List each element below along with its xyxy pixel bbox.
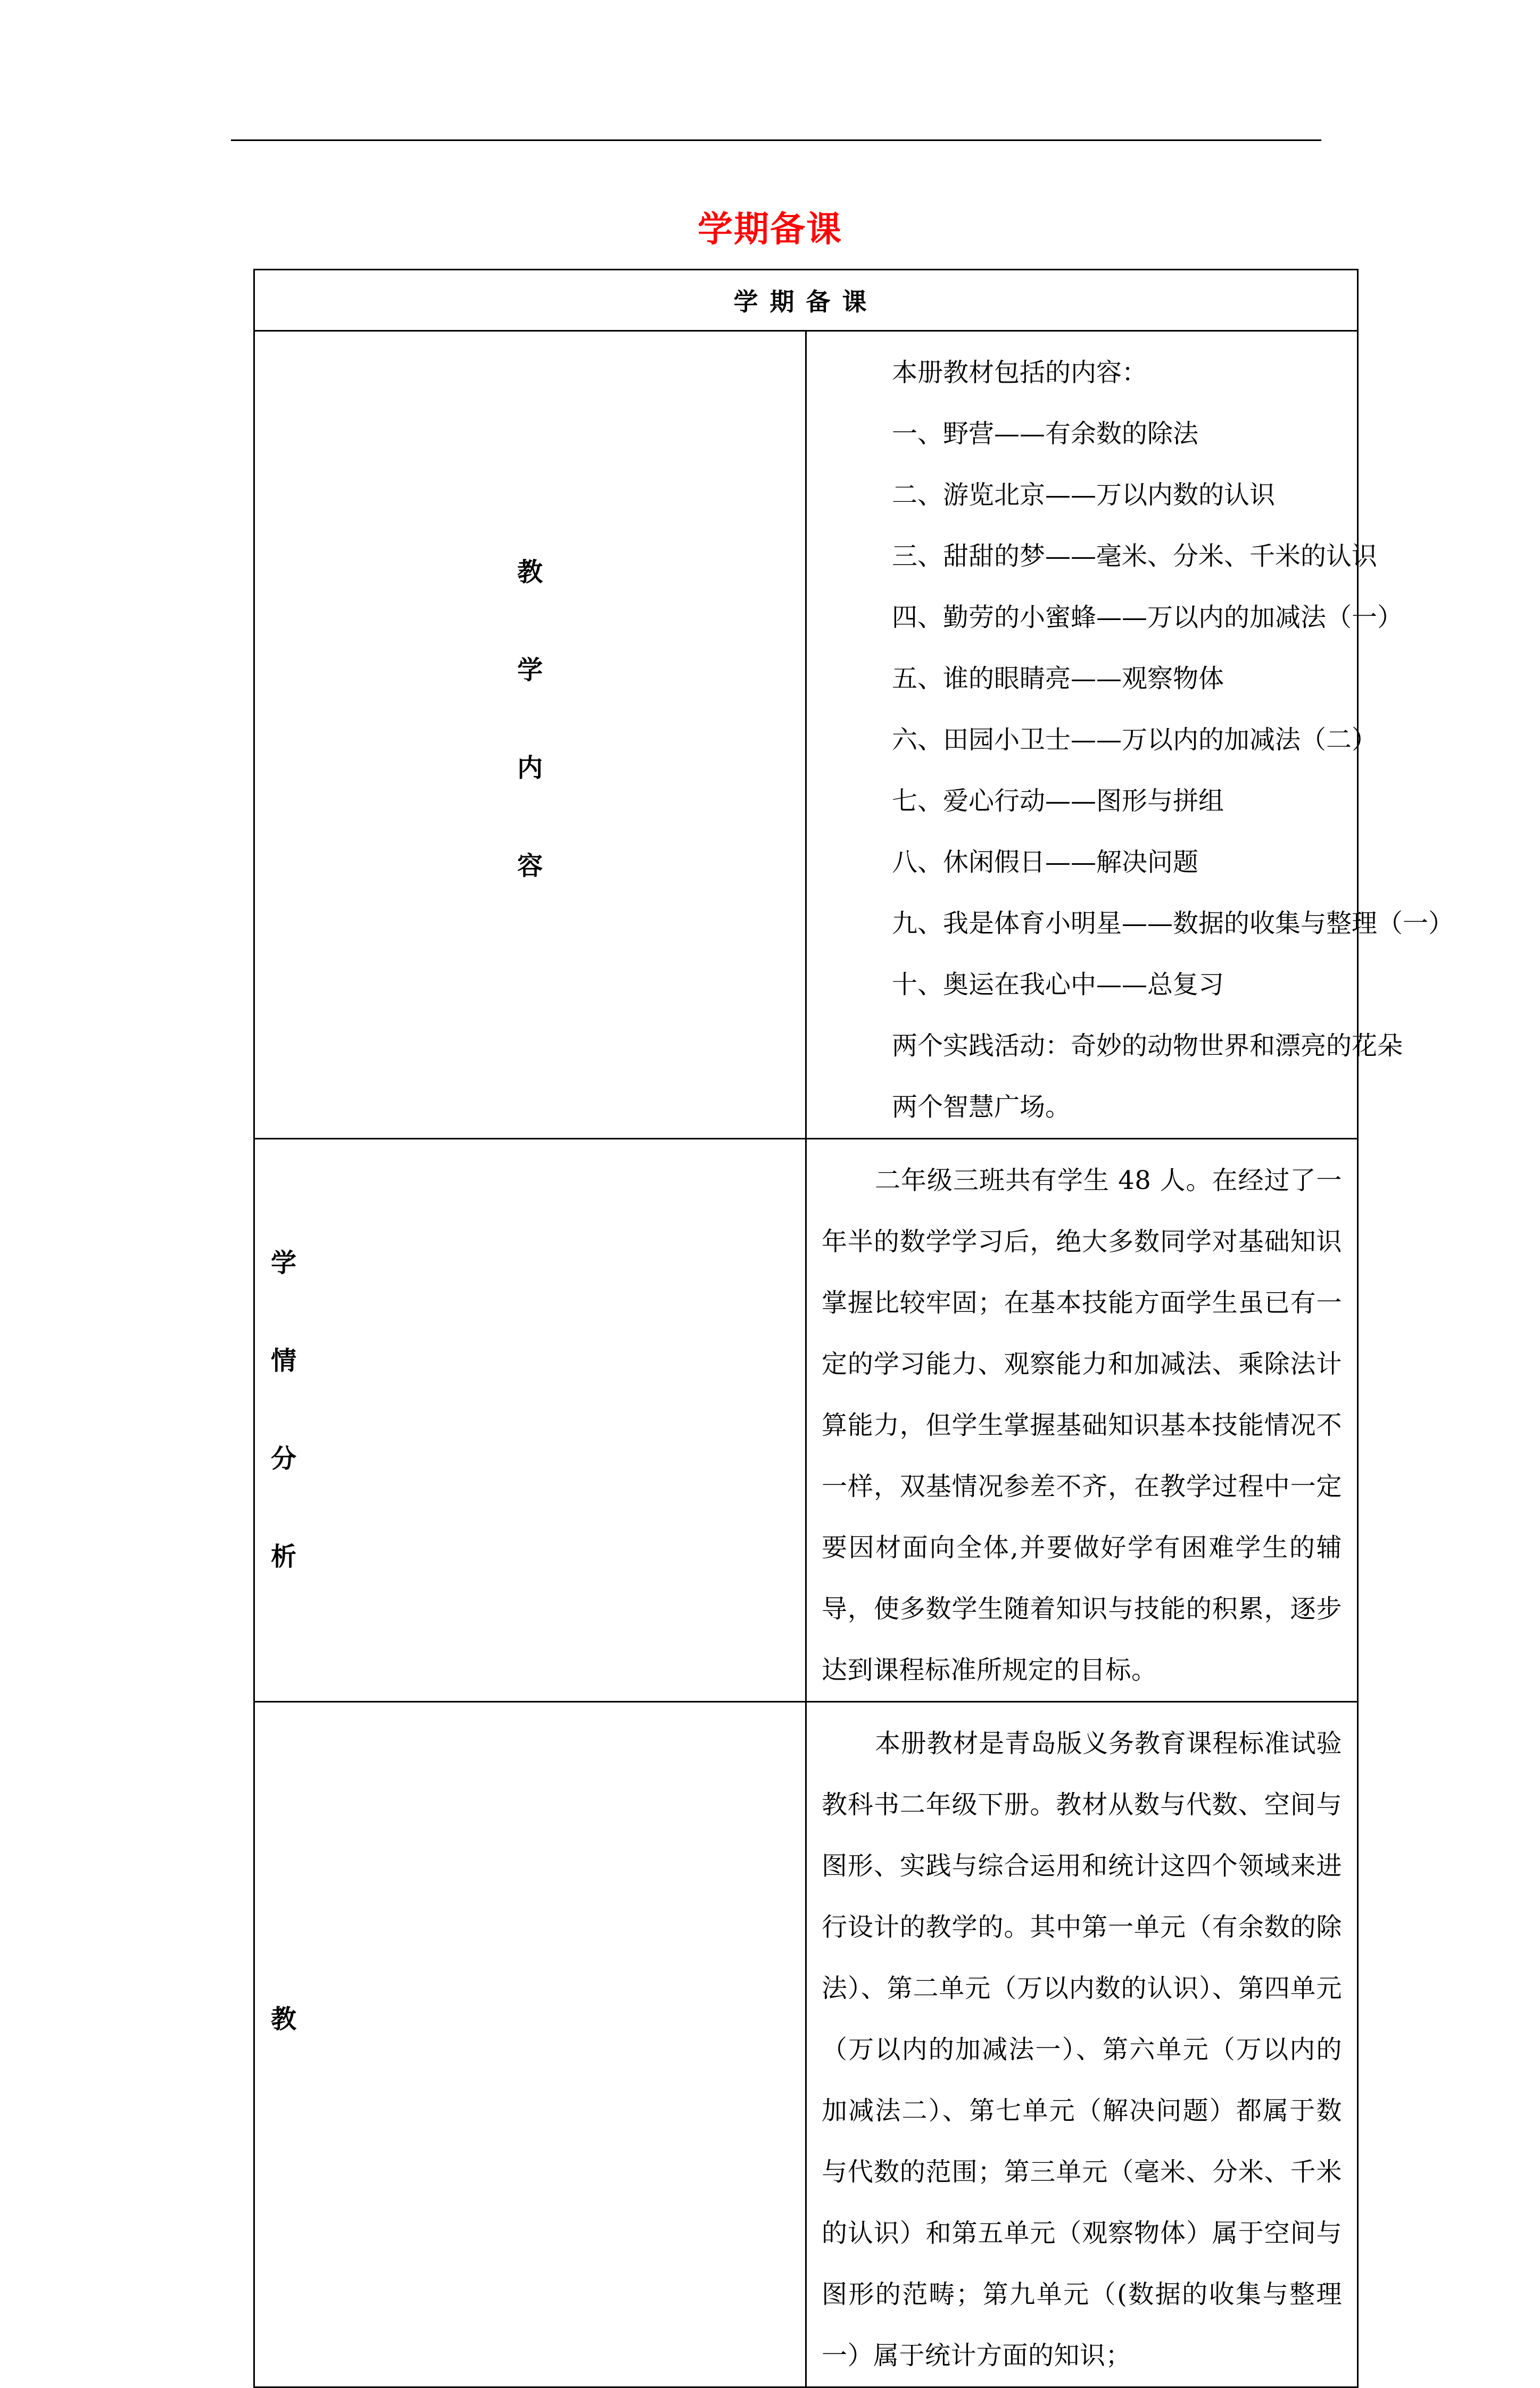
header-rule xyxy=(231,139,1321,141)
list-item: 六、田园小卫士——万以内的加减法（二） xyxy=(892,725,1378,755)
label-char: 内 xyxy=(517,753,543,783)
list-item: 三、甜甜的梦——毫米、分米、千米的认识 xyxy=(892,541,1378,571)
table-row-teaching-content xyxy=(254,331,1358,1139)
row-label-teaching-content xyxy=(254,331,806,1139)
material-analysis-text: 本册教材是青岛版义务教育课程标准试验教科书二年级下册。教材从数与代数、空间与图形、实践与综合运用和统计这四个领域来进行设计的教学的。其中第一单元（有余数的除法）、第二单元（万以内数的认识）、第四单元（万以内的加减法一）、第六单元（万以内的加减法二）、第七单元（解决问题）都属于数与代数的范围；第三单元（毫米、分米、千米的认识）和第五单元（观察物体）属于空间与图形的范畴；第九单元（(数据的收集与整理一）属于统计方面的知识； xyxy=(806,1702,1358,2387)
label-char: 教 xyxy=(271,2004,297,2034)
row-label-student-analysis xyxy=(254,1139,806,1702)
label-char: 析 xyxy=(271,1542,297,1572)
list-item: 十、奥运在我心中——总复习 xyxy=(892,970,1224,999)
student-analysis-text: 二年级三班共有学生 48 人。在经过了一年半的数学学习后，绝大多数同学对基础知识掌握比较牢固；在基本技能方面学生虽已有一定的学习能力、观察能力和加减法、乘除法计算能力，但学生掌握基础知识基本技能情况不一样，双基情况参差不齐，在教学过程中一定要因材面向全体,并要做好学有困难学生的辅导，使多数学生随着知识与技能的积累，逐步达到课程标准所规定的目标。 xyxy=(806,1139,1358,1702)
list-item: 五、谁的眼睛亮——观察物体 xyxy=(892,664,1224,693)
row-label-teaching-material xyxy=(254,1702,806,2387)
label-char: 学 xyxy=(271,1248,297,1278)
list-item: 二、游览北京——万以内数的认识 xyxy=(892,480,1276,510)
list-item: 九、我是体育小明星——数据的收集与整理（一） xyxy=(892,908,1454,938)
list-item: 一、野营——有余数的除法 xyxy=(892,419,1199,449)
list-item: 八、休闲假日——解决问题 xyxy=(892,847,1199,877)
label-char: 教 xyxy=(517,557,543,587)
list-item: 四、勤劳的小蜜蜂——万以内的加减法（一） xyxy=(892,602,1403,632)
table-header: 学期备课 xyxy=(254,270,1358,331)
page-title: 学期备课 xyxy=(698,208,842,250)
list-item: 两个智慧广场。 xyxy=(892,1092,1071,1122)
label-char: 容 xyxy=(517,851,543,881)
list-item: 七、爱心行动——图形与拼组 xyxy=(892,786,1224,816)
label-char: 情 xyxy=(271,1346,297,1376)
lesson-plan-table xyxy=(253,269,1454,2388)
content-list xyxy=(806,331,1454,1139)
table-row-teaching-material xyxy=(254,1702,1358,2387)
label-char: 分 xyxy=(271,1444,297,1474)
list-item: 本册教材包括的内容： xyxy=(892,358,1148,387)
list-item: 两个实践活动：奇妙的动物世界和漂亮的花朵 xyxy=(892,1031,1403,1061)
label-char: 学 xyxy=(517,655,543,685)
table-row-student-analysis xyxy=(254,1139,1358,1702)
